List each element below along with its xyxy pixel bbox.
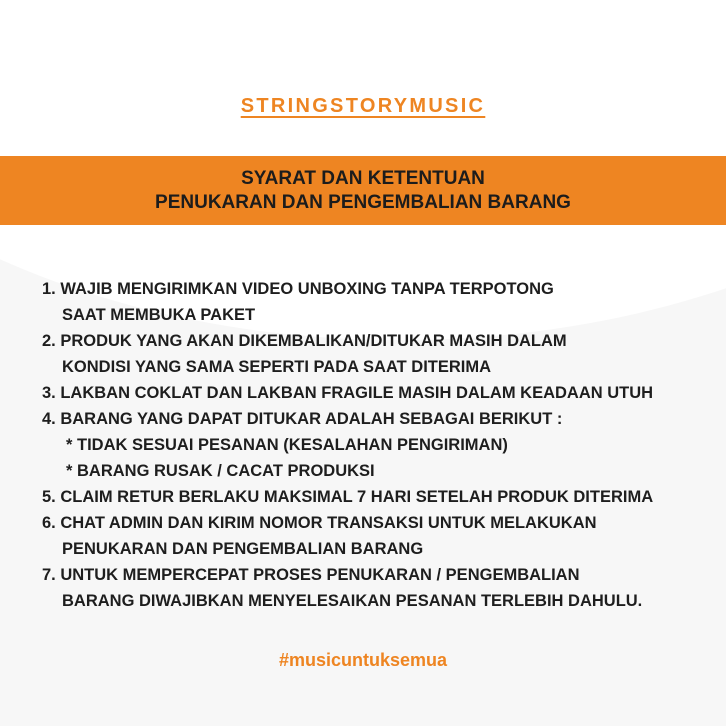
rule-4-subitem-2: * BARANG RUSAK / CACAT PRODUKSI <box>66 462 375 480</box>
rule-7-continuation: BARANG DIWAJIBKAN MENYELESAIKAN PESANAN TERLEBIH DAHULU. <box>62 592 643 610</box>
rule-item-4: 4. BARANG YANG DAPAT DITUKAR ADALAH SEBAGAI BERIKUT : <box>42 410 563 428</box>
brand-title <box>0 95 726 118</box>
rule-item-6 <box>42 510 712 562</box>
rule-item-3: 3. LAKBAN COKLAT DAN LAKBAN FRAGILE MASIH DALAM KEADAAN UTUH <box>42 384 654 402</box>
rule-item-1 <box>42 276 712 328</box>
rule-1-text: 1. WAJIB MENGIRIMKAN VIDEO UNBOXING TANPA TERPOTONG <box>42 280 554 298</box>
rule-2-text: 2. PRODUK YANG AKAN DIKEMBALIKAN/DITUKAR MASIH DALAM <box>42 332 567 350</box>
terms-banner <box>0 156 726 225</box>
rule-2-continuation: KONDISI YANG SAMA SEPERTI PADA SAAT DITERIMA <box>62 358 492 376</box>
rule-item-2 <box>42 328 712 380</box>
banner-title-line2: PENUKARAN DAN PENGEMBALIAN BARANG <box>155 191 571 213</box>
rule-item-7 <box>42 562 712 614</box>
rule-6-text: 6. CHAT ADMIN DAN KIRIM NOMOR TRANSAKSI UNTUK MELAKUKAN <box>42 514 597 532</box>
brand-text: STRINGSTORYMUSIC <box>240 95 486 117</box>
rule-item-5: 5. CLAIM RETUR BERLAKU MAKSIMAL 7 HARI SETELAH PRODUK DITERIMA <box>42 488 654 506</box>
rule-6-continuation: PENUKARAN DAN PENGEMBALIAN BARANG <box>62 540 424 558</box>
rule-4-subitem-1: * TIDAK SESUAI PESANAN (KESALAHAN PENGIRIMAN) <box>66 436 508 454</box>
rules-list <box>42 276 712 614</box>
rule-1-continuation: SAAT MEMBUKA PAKET <box>62 306 256 324</box>
hashtag: #musicuntuksemua <box>278 650 448 670</box>
banner-title-line1: SYARAT DAN KETENTUAN <box>241 167 485 189</box>
rule-7-text: 7. UNTUK MEMPERCEPAT PROSES PENUKARAN / PENGEMBALIAN <box>42 566 580 584</box>
